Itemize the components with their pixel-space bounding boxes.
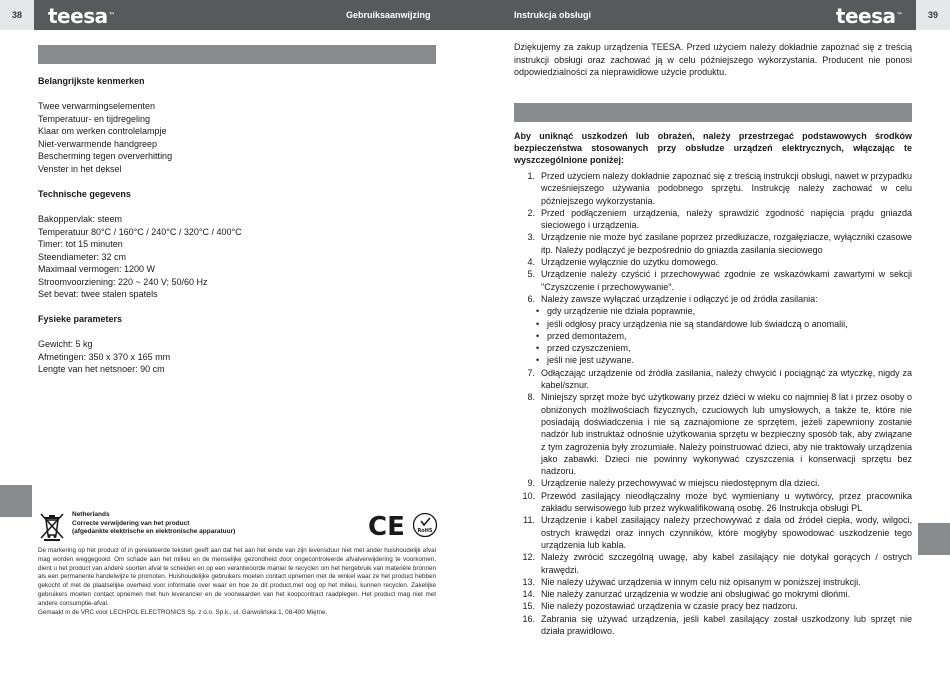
spec-item: Stroomvoorziening: 220 ~ 240 V; 50/60 Hz — [38, 276, 208, 287]
header-bar — [0, 0, 950, 30]
list-item — [514, 551, 912, 576]
bullet-text: przed demontażem, — [547, 330, 627, 341]
left-side-tab — [0, 485, 32, 517]
crossed-bin-icon — [38, 511, 66, 541]
list-item — [514, 613, 912, 638]
item-number: 9. — [527, 478, 535, 489]
list-item — [514, 576, 912, 588]
bullet-item — [514, 342, 912, 354]
item-text: Nie należy zanurzać urządzenia w wodzie ani obsługiwać go mokrymi dłońmi. — [541, 589, 851, 600]
item-number: 8. — [527, 392, 535, 403]
bullet-icon: • — [536, 355, 540, 366]
item-number: 11. — [523, 515, 535, 526]
list-item — [514, 207, 912, 232]
right-side-tab — [918, 523, 950, 555]
teesa-logo — [48, 4, 114, 28]
weee-text: De markering op het product of in gerelateerde teksten geeft aan dat het aan het einde van zijn levensduur niet met ander huishoudelijk afval mag worden weggegooid. Om schade aan het milieu en de menselijke gezondheid door ongecontroleerde afvalverwijdering te voorkomen, dient u het product van andere soorten afval te scheiden en op een verantwoorde manier te recyclen om het hergebruik van materiële bronnen als een permanente handelwijze te promoten. Huishoudelijke gebruikers moeten contact opnemen met de winkel waar ze het product hebben gekocht of met de plaatselijke overheid voor informatie over waar en hoe ze dit product,met oog op het milieu, kunnen recyclen. Zakelijke gebruikers moeten contact opnemen met hun leverancier en de voorwaarden van het koopcontract raadplegen. Het product mag niet met andere consumptie-afval. — [38, 547, 436, 607]
list-item — [514, 367, 912, 392]
item-number: 1. — [527, 171, 535, 181]
bullet-icon: • — [536, 306, 540, 317]
weee-body — [38, 547, 436, 617]
specs-section — [38, 188, 436, 301]
item-text: Niniejszy sprzęt może być użytkowany przez dzieci w wieku co najmniej 8 lat i przez osoby o obniżonych możliwościach fizycznych, czuciowych lub umysłowych, a także te, które nie posiadają doświadczenia i nie są zaznajomione ze sprzętem, jeżeli zapewniony zostanie nadzór lub instruktaż odnośnie użytkowania sprzętu w bezpieczny sposób tak, aby związane z tym zagrożenia były zrozumiałe. Należy poinstruować dzieci, aby nie traktowały urządzenia jako zabawki. Dzieci nie powinny wykonywać czyszczenia i konserwacji sprzętu bez nadzoru. — [541, 392, 912, 477]
features-section — [38, 75, 436, 175]
list-item — [514, 256, 912, 268]
specs-title: Technische gegevens — [38, 189, 131, 199]
item-text: Nie należy pozostawiać urządzenia w czasie pracy bez nadzoru. — [541, 601, 798, 612]
bullet-text: przed czyszczeniem, — [547, 343, 631, 354]
list-item — [514, 293, 912, 305]
item-number: 15. — [522, 601, 535, 612]
feature-item: Temperatuur- en tijdregeling — [38, 113, 151, 124]
item-number: 3. — [527, 232, 535, 243]
item-text: Urządzenie wyłącznie do użytku domowego. — [541, 257, 719, 268]
physical-section — [38, 313, 436, 376]
item-text: Urządzenie nie może być zasilane poprzez przedłużacze, rozgałęziacze, wyłączniki czasowe itp. Należy podłączyć je bezpośrednio do gniazda zasilania sieciowego — [541, 232, 912, 255]
bullet-icon: • — [536, 318, 540, 329]
bullet-item — [514, 354, 912, 366]
spec-item: Timer: tot 15 minuten — [38, 239, 123, 249]
list-item — [514, 170, 912, 207]
item-text: Przed podłączeniem urządzenia, należy sprawdzić zgodność napięcia prądu gniazda sieciowego i urządzenia. — [541, 207, 912, 231]
item-text: Urządzenie należy przechowywać w miejscu niedostępnym dla dzieci. — [541, 478, 820, 489]
physical-item: Afmetingen: 350 x 370 x 165 mm — [38, 351, 171, 362]
list-item — [514, 588, 912, 600]
item-number: 2. — [527, 207, 535, 218]
item-text: Urządzenie należy czyścić i przechowywać zgodnie ze wskazówkami zawartymi w sekcji "Czyszczenie i przechowywanie". — [541, 269, 912, 292]
item-text: Odłączając urządzenie od źródła zasilania, należy chwycić i pociągnąć za wtyczkę, nigdy za kabel/sznur. — [541, 367, 912, 391]
physical-title: Fysieke parameters — [38, 314, 123, 324]
item-number: 6. — [527, 293, 535, 304]
trademark-mark-right: ™ — [896, 12, 902, 19]
right-header-title: Instrukcja obsługi — [514, 10, 592, 20]
safety-warning: Aby uniknąć uszkodzeń lub obrażeń, należy przestrzegać podstawowych środków bezpieczeństwa stosowanych przy obsłudze urządzeń elektrycznych, włączając te wyszczególnione poniżej: — [514, 131, 912, 166]
intro-paragraph: Dziękujemy za zakup urządzenia TEESA. Przed użyciem należy dokładnie zapoznać się z treścią instrukcji obsługi oraz zachować ją w celu późniejszego wykorzystania. Producent nie ponosi odpowiedzialności za nieprawidłowe użycie produktu. — [514, 42, 912, 77]
feature-item: Bescherming tegen oververhitting — [38, 151, 173, 161]
spec-item: Steendiameter: 32 cm — [38, 251, 127, 262]
item-text: Należy zawsze wyłączać urządzenie i odłączyć je od źródła zasilania: — [541, 293, 818, 304]
feature-item: Klaar om werken controlelampje — [38, 126, 167, 136]
item-number: 10. — [522, 490, 535, 501]
list-item — [514, 391, 912, 477]
spec-item: Set bevat: twee stalen spatels — [38, 289, 158, 299]
spec-item: Temperatuur 80°C / 160°C / 240°C / 320°C / 400°C — [38, 226, 242, 237]
logo-text: teesa — [48, 4, 108, 28]
left-section-bar — [38, 45, 436, 64]
features-title: Belangrijkste kenmerken — [38, 76, 145, 86]
bullet-item — [514, 305, 912, 317]
list-item — [514, 231, 912, 256]
bullet-icon: • — [536, 343, 540, 354]
rohs-icon — [412, 511, 438, 539]
bullet-text: gdy urządzenie nie działa poprawnie, — [547, 306, 696, 317]
item-text: Przed użyciem należy dokładnie zapoznać się z treścią instrukcji obsługi, nawet w przypadku wcześniejszego używania podobnego sprzętu. Instrukcję należy zachować w celu późniejszego wykorzystania. — [541, 171, 912, 206]
bullet-text: jeśli odgłosy pracy urządzenia nie są standardowe lub świadczą o anomalii, — [547, 318, 848, 329]
physical-item: Gewicht: 5 kg — [38, 339, 93, 349]
feature-item: Niet-verwarmende handgreep — [38, 138, 158, 149]
right-section-bar — [514, 103, 912, 122]
item-number: 4. — [527, 257, 535, 268]
safety-list — [514, 170, 912, 637]
feature-item: Twee verwarmingselementen — [38, 101, 156, 111]
item-number: 5. — [527, 269, 535, 280]
ce-mark-text: CE — [368, 512, 405, 539]
list-item — [514, 514, 912, 551]
bullet-item — [514, 318, 912, 330]
country-label: Netherlands — [72, 511, 110, 518]
item-text: Przewód zasilający nieodłączalny może być wymieniany u wytwórcy, przez pracownika zakładu serwisowego lub przez wykwalifikowaną osobę. 26 Instrukcja obsługi PL — [541, 490, 912, 514]
list-item — [514, 268, 912, 293]
list-item — [514, 490, 912, 515]
ce-mark-icon — [368, 511, 408, 539]
disposal-line-2: (afgedankte elektrische en elektronische apparatuur) — [72, 528, 236, 535]
bullet-icon: • — [536, 330, 540, 341]
item-text: Urządzenie i kabel zasilający należy przechowywać z dala od źródeł ciepła, wody, wilgoci, ostrych krawędzi oraz innych czynników, które mogłyby spowodować uszkodzenie tego urządzenia lub kabla. — [541, 515, 912, 550]
list-item — [514, 600, 912, 612]
item-number: 16. — [522, 613, 535, 624]
item-number: 13. — [522, 576, 535, 587]
bullet-text: jeśli nie jest używane. — [547, 355, 635, 366]
left-page-number: 38 — [0, 0, 34, 30]
logo-text-right: teesa — [835, 4, 896, 28]
item-number: 7. — [527, 367, 535, 378]
spec-item: Bakoppervlak: steem — [38, 214, 123, 224]
spec-item: Maximaal vermogen: 1200 W — [38, 264, 156, 274]
rohs-text: RoHS — [417, 528, 433, 534]
teesa-logo-right — [836, 4, 902, 28]
item-text: Należy zwrócić szczególną uwagę, aby kabel zasilający nie dotykał gorących / ostrych krawędzi. — [541, 552, 912, 575]
feature-item: Venster in het deksel — [38, 163, 122, 174]
item-number: 14. — [522, 589, 535, 600]
list-item — [514, 477, 912, 489]
bullet-item — [514, 330, 912, 342]
manufacturer-text: Gemaakt in de VRC voor LECHPOL ELECTRONICS Sp. z o.o. Sp.k., ul. Garwolińska 1, 08-400 Miętne. — [38, 608, 328, 616]
physical-item: Lengte van het netsnoer: 90 cm — [38, 364, 165, 374]
disposal-line-1: Correcte verwijdering van het product — [72, 519, 190, 527]
item-number: 12. — [522, 552, 535, 563]
item-text: Zabrania się używać urządzenia, jeśli kabel zasilający został uszkodzony lub sprzęt nie działa prawidłowo. — [541, 613, 912, 636]
weee-heading — [72, 511, 235, 537]
trademark-mark: ™ — [108, 12, 115, 19]
right-page-number: 39 — [916, 0, 950, 30]
left-header-title: Gebruiksaanwijzing — [346, 10, 431, 20]
item-text: Nie należy używać urządzenia w innym celu niż opisanym w poniższej instrukcji. — [541, 576, 861, 587]
